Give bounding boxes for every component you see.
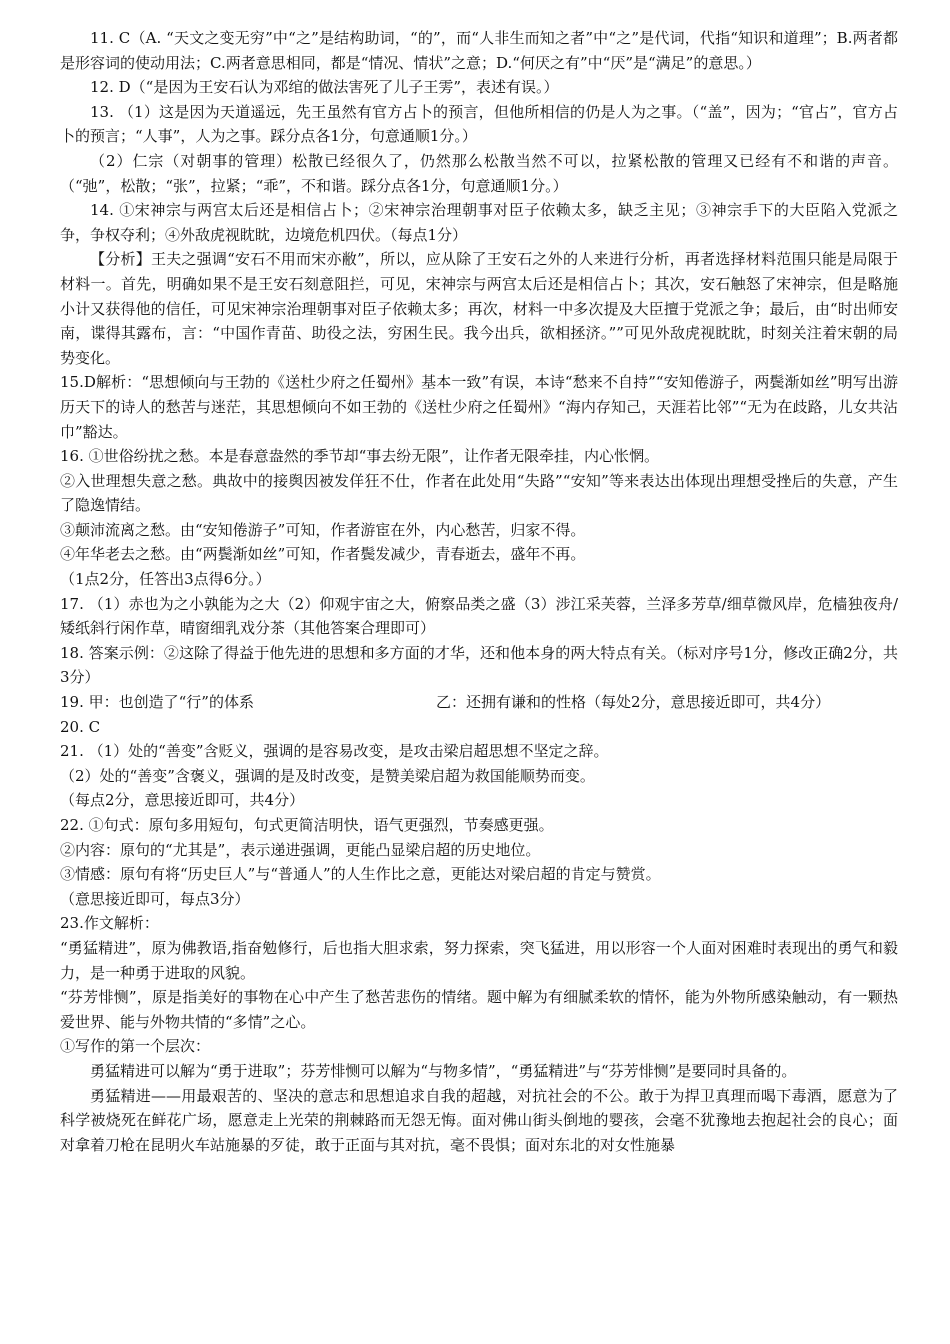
answer-13-part2: （2）仁宗（对朝事的管理）松散已经很久了，仍然那么松散当然不可以，拉紧松散的管理又已经有不和谐的声音。（“弛”，松散；“张”，拉紧；“乖”，不和谐。踩分点各1分，句意通顺1分。）	[60, 151, 898, 195]
answer-12: 12. D（“是因为王安石认为邓绾的做法害死了儿子王雱”，表述有误。）	[90, 78, 559, 97]
answer-22-point2: ②内容：原句的“尤其是”，表示递进强调，更能凸显梁启超的历史地位。	[60, 840, 541, 859]
answer-23-level1: ①写作的第一个层次：	[60, 1037, 211, 1056]
answer-20: 20. C	[60, 717, 101, 736]
essay-paragraph-1: 勇猛精进可以解为“勇于进取”；芬芳悱恻可以解为“与物多情”，“勇猛精进”与“芬芳悱恻”是要同时具备的。	[90, 1061, 797, 1080]
answer-23-heading: 23.作文解析：	[60, 914, 159, 933]
answer-21-scoring: （每点2分，意思接近即可，共4分）	[60, 791, 305, 810]
answer-22-point3: ③情感：原句有将“历史巨人”与“普通人”的人生作比之意，更能达对梁启超的肯定与赞赏。	[60, 865, 661, 884]
answer-23-yongmeng-def: “勇猛精进”，原为佛教语,指奋勉修行，后也指大胆求索，努力探索，突飞猛进，用以形容一个人面对困难时表现出的勇气和毅力，是一种勇于进取的风貌。	[60, 938, 898, 982]
answer-19	[60, 690, 898, 715]
answer-22-point1: 22. ①句式：原句多用短句，句式更简洁明快，语气更强烈，节奏感更强。	[60, 816, 554, 834]
answer-22-scoring: （意思接近即可，每点3分）	[60, 889, 250, 908]
answer-14-analysis: 【分析】王夫之强调“安石不用而宋亦敝”，所以，应从除了王安石之外的人来进行分析，再者选择材料范围只能是局限于材料一。首先，明确如果不是王安石刻意阻拦，可见，宋神宗与两宫太后还是相信占卜；其次，安石触怒了宋神宗，但是略施小计又获得他的信任，可见宋神宗治理朝事对臣子依赖太多；再次，材料一中多次提及大臣擅于党派之争；最后，由“时出师安南，谍得其露布，言：“中国作青苗、助役之法，穷困生民。我今出兵，欲相拯济。””可见外敌虎视眈眈，时刻关注着宋朝的局势变化。	[60, 250, 898, 367]
answer-16-point4: ④年华老去之愁。由“两鬓渐如丝”可知，作者鬓发减少，青春逝去，盛年不再。	[60, 545, 586, 564]
answer-14: 14. ①宋神宗与两宫太后还是相信占卜；②宋神宗治理朝事对臣子依赖太多，缺乏主见；③神宗手下的大臣陷入党派之争，争权夺利；④外敌虎视眈眈，边境危机四伏。（每点1分）	[60, 201, 898, 244]
answer-19-yi: 乙：还拥有谦和的性格（每处2分，意思接近即可，共4分）	[436, 693, 831, 712]
answer-11: 11. C（A. “天文之变无穷”中“之”是结构助词，“的”，而“人非生而知之者”中“之”是代词，代指“知识和道理”；B.两者都是形容词的使动用法；C.两者意思相同，都是“情况、情状”之意；D.“何厌之有”中“厌”是“满足”的意思。）	[60, 29, 898, 72]
answer-13-part1: 13. （1）这是因为天道遥远，先王虽然有官方占卜的预言，但他所相信的仍是人为之事。（“盖”，因为；“官占”，官方占卜的预言；“人事”，人为之事。踩分点各1分，句意通顺1分。）	[60, 102, 898, 146]
answer-23-fenfang-def: “芬芳悱恻”，原是指美好的事物在心中产生了愁苦悲伤的情绪。题中解为有细腻柔软的情怀，能为外物所感染触动，有一颗热爱世界、能与外物共情的“多情”之心。	[60, 988, 898, 1031]
answer-16-point3: ③颠沛流离之愁。由“安知倦游子”可知，作者游宦在外，内心愁苦，归家不得。	[60, 520, 586, 539]
answer-15: 15.D解析：“思想倾向与王勃的《送杜少府之任蜀州》基本一致”有误，本诗“愁来不自持”“安知倦游子，两鬓渐如丝”明写出游历天下的诗人的愁苦与迷茫，其思想倾向不如王勃的《送杜少府之任蜀州》“海内存知己，天涯若比邻”“无为在歧路，儿女共沾巾”豁达。	[60, 373, 898, 441]
answer-21-part2: （2）处的“善变”含褒义，强调的是及时改变，是赞美梁启超为救国能顺势而变。	[60, 766, 595, 785]
answer-21-part1: 21. （1）处的“善变”含贬义，强调的是容易改变，是攻击梁启超思想不坚定之辞。	[60, 742, 609, 761]
answer-19-jia: 19. 甲：也创造了“行”的体系	[60, 693, 254, 712]
answer-16-point1: 16. ①世俗纷扰之愁。本是春意盎然的季节却“事去纷无限”，让作者无限牵挂，内心怅惘。	[60, 447, 659, 466]
answer-18: 18. 答案示例：②这除了得益于他先进的思想和多方面的才华，还和他本身的两大特点有关。（标对序号1分，修改正确2分，共3分）	[60, 643, 898, 687]
answer-16-point2: ②入世理想失意之愁。典故中的接舆因被发佯狂不仕，作者在此处用“失路”“安知”等来表达出体现出理想受挫后的失意，产生了隐逸情结。	[60, 471, 898, 515]
answer-17: 17. （1）赤也为之小孰能为之大（2）仰观宇宙之大，俯察品类之盛（3）涉江采芙蓉，兰泽多芳草/细草微风岸，危樯独夜舟/矮纸斜行闲作草，晴窗细乳戏分茶（其他答案合理即可）	[60, 594, 898, 638]
answer-16-scoring: （1点2分，任答出3点得6分。）	[60, 570, 271, 589]
essay-paragraph-2: 勇猛精进——用最艰苦的、坚决的意志和思想追求自我的超越，对抗社会的不公。敢于为捍卫真理而喝下毒酒，愿意为了科学被烧死在鲜花广场，愿意走上光荣的荆棘路而无怨无悔。面对佛山街头倒地的婴孩，会毫不犹豫地去抱起社会的良心；面对拿着刀枪在昆明火车站施暴的歹徒，敢于正面与其对抗，毫不畏惧；面对东北的对女性施暴	[60, 1086, 898, 1154]
